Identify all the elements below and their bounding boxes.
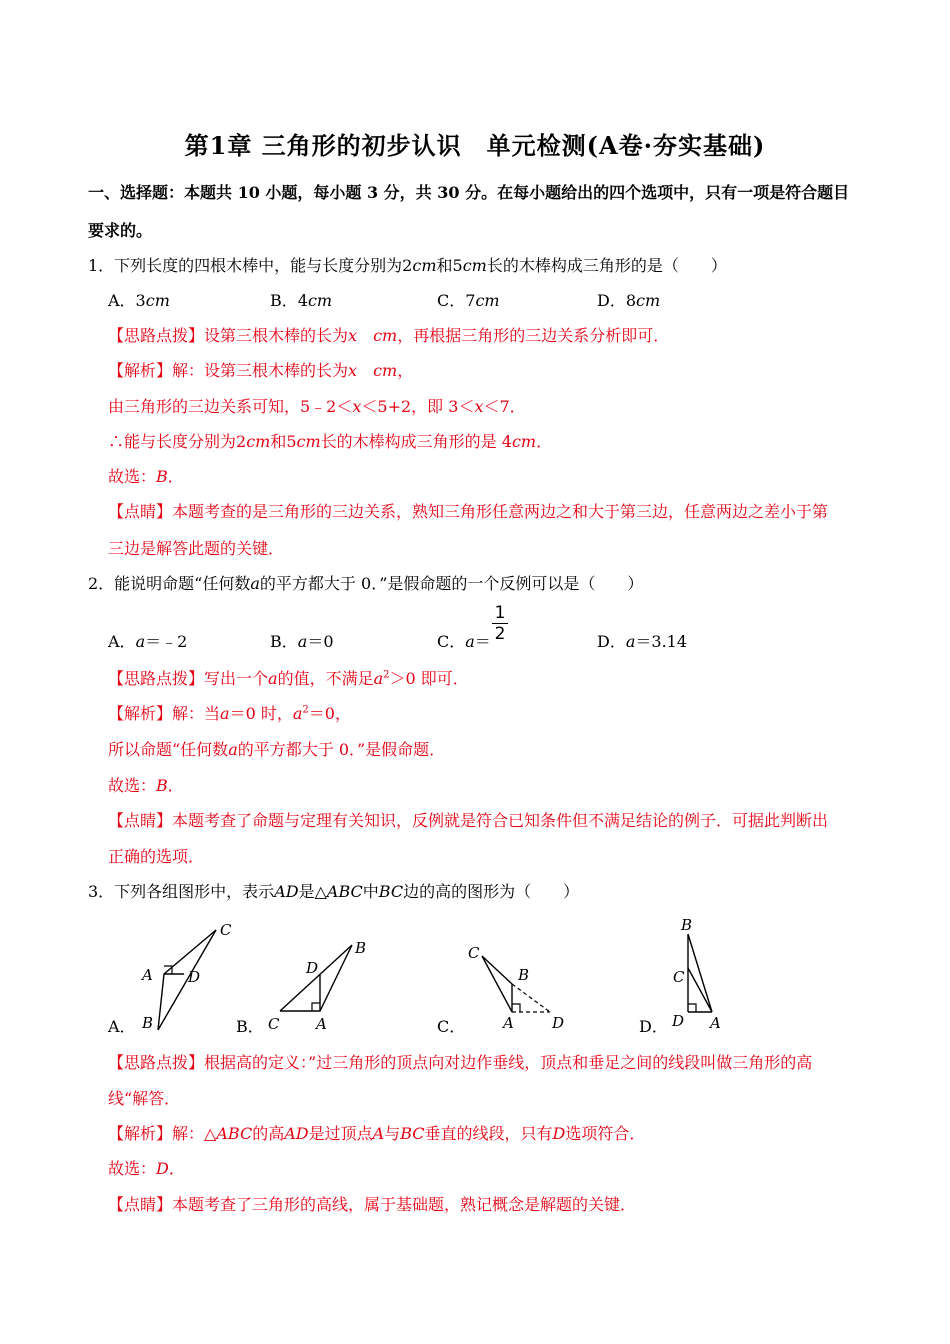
point-label-d: D xyxy=(552,1014,565,1032)
section-heading: 一、选择题：本题共 10 小题，每小题 3 分，共 30 分。在每小题给出的四个选项中，只有一项是符合题目 xyxy=(88,183,850,202)
q2-option-a: A．a＝﹣2 xyxy=(108,632,188,651)
extension-dashed-c xyxy=(512,984,550,1012)
point-label-a: A xyxy=(142,966,153,984)
q1-analysis: 【解析】解：设第三根木棒的长为x cm， xyxy=(108,361,414,380)
q3-figure-b xyxy=(264,935,374,1039)
q1-comment: 【点睛】本题考查的是三角形的三边关系，熟知三角形任意两边之和大于第三边，任意两边之差小于第 xyxy=(108,502,829,521)
point-label-a: A xyxy=(503,1014,514,1032)
q3-hint-cont: 线“解答． xyxy=(108,1089,181,1108)
page-title: 第1章 三角形的初步认识 单元检测(A卷·夯实基础) xyxy=(184,131,766,160)
q1-answer: 故选：B． xyxy=(108,467,184,486)
q3-figure-c xyxy=(466,940,586,1039)
point-label-a: A xyxy=(710,1014,721,1032)
triangle-b xyxy=(280,945,352,1011)
fraction-denominator: 2 xyxy=(494,624,506,644)
point-label-b: B xyxy=(142,1014,154,1032)
right-angle-mark-c xyxy=(512,1004,520,1012)
q1-analysis-line3: ∴能与长度分别为2cm和5cm长的木棒构成三角形的是 4cm． xyxy=(108,432,553,451)
point-label-b: B xyxy=(355,939,367,957)
point-label-d: D xyxy=(672,1012,685,1030)
point-label-d: D xyxy=(306,959,319,977)
q1-analysis-line2: 由三角形的三边关系可知，5﹣2＜x＜5+2，即 3＜x＜7． xyxy=(108,397,526,416)
q3-stem: 3．下列各组图形中，表示AD是△ABC中BC边的高的图形为（ ） xyxy=(88,882,580,901)
triangle-a xyxy=(158,930,216,1030)
point-label-c: C xyxy=(673,968,685,986)
triangle-d xyxy=(688,934,712,1012)
q3-answer: 故选：D． xyxy=(108,1159,185,1178)
q3-figure-d xyxy=(668,912,748,1036)
point-label-c: C xyxy=(220,921,232,939)
q2-comment: 【点睛】本题考查了命题与定理有关知识，反例就是符合已知条件但不满足结论的例子．可据此判断出 xyxy=(108,811,829,830)
section-heading-cont: 要求的。 xyxy=(88,221,153,240)
q1-option-c: C．7cm xyxy=(437,291,500,310)
q2-answer: 故选：B． xyxy=(108,776,184,795)
point-label-a: A xyxy=(316,1015,327,1033)
q3-option-b-label: B． xyxy=(236,1017,264,1036)
q1-hint: 【思路点拨】设第三根木棒的长为x cm，再根据三角形的三边关系分析即可． xyxy=(108,326,670,345)
point-label-b: B xyxy=(518,966,530,984)
q2-option-d: D．a＝3.14 xyxy=(597,632,688,651)
q2-stem: 2．能说明命题“任何数a的平方都大于 0．”是假命题的一个反例可以是（ ） xyxy=(88,574,644,593)
q1-option-b: B．4cm xyxy=(270,291,333,310)
point-label-d: D xyxy=(188,968,201,986)
q3-option-a-label: A． xyxy=(108,1017,136,1036)
q3-hint: 【思路点拨】根据高的定义：”过三角形的顶点向对边作垂线，顶点和垂足之间的线段叫做三角形的高 xyxy=(108,1053,813,1072)
q1-comment-cont: 三边是解答此题的关键． xyxy=(108,539,285,558)
q3-figure-a xyxy=(136,918,246,1037)
q1-option-d: D．8cm xyxy=(597,291,661,310)
triangle-c xyxy=(482,956,512,1012)
right-angle-mark-d xyxy=(688,1004,696,1012)
q3-analysis: 【解析】解：△ABC的高AD是过顶点A与BC垂直的线段，只有D选项符合． xyxy=(108,1124,646,1143)
point-label-c: C xyxy=(268,1015,280,1033)
q1-option-a: A．3cm xyxy=(108,291,170,310)
q2-comment-cont: 正确的选项． xyxy=(108,847,205,866)
fraction-numerator: 1 xyxy=(494,603,506,623)
q2-analysis: 【解析】解：当a＝0 时，$a^2=0$， xyxy=(108,704,351,723)
q2-analysis-line2: 所以命题“任何数a的平方都大于 0．”是假命题． xyxy=(108,740,446,759)
q2-option-c-fraction xyxy=(491,603,509,644)
point-label-c: C xyxy=(468,944,480,962)
q3-option-c-label: C． xyxy=(437,1017,466,1036)
q3-option-d-label: D． xyxy=(639,1017,668,1036)
q3-comment: 【点睛】本题考查了三角形的高线，属于基础题，熟记概念是解题的关键． xyxy=(108,1195,637,1214)
q2-hint: 【思路点拨】写出一个a的值，不满足$a^2>0$ 即可． xyxy=(108,669,469,688)
q1-stem: 1．下列长度的四根木棒中，能与长度分别为2cm和5cm长的木棒构成三角形的是（ ） xyxy=(88,256,727,275)
q2-option-c: C．a＝ xyxy=(437,632,491,651)
right-angle-mark-b xyxy=(312,1003,320,1011)
q2-option-b: B．a＝0 xyxy=(270,632,334,651)
point-label-b: B xyxy=(681,916,693,934)
